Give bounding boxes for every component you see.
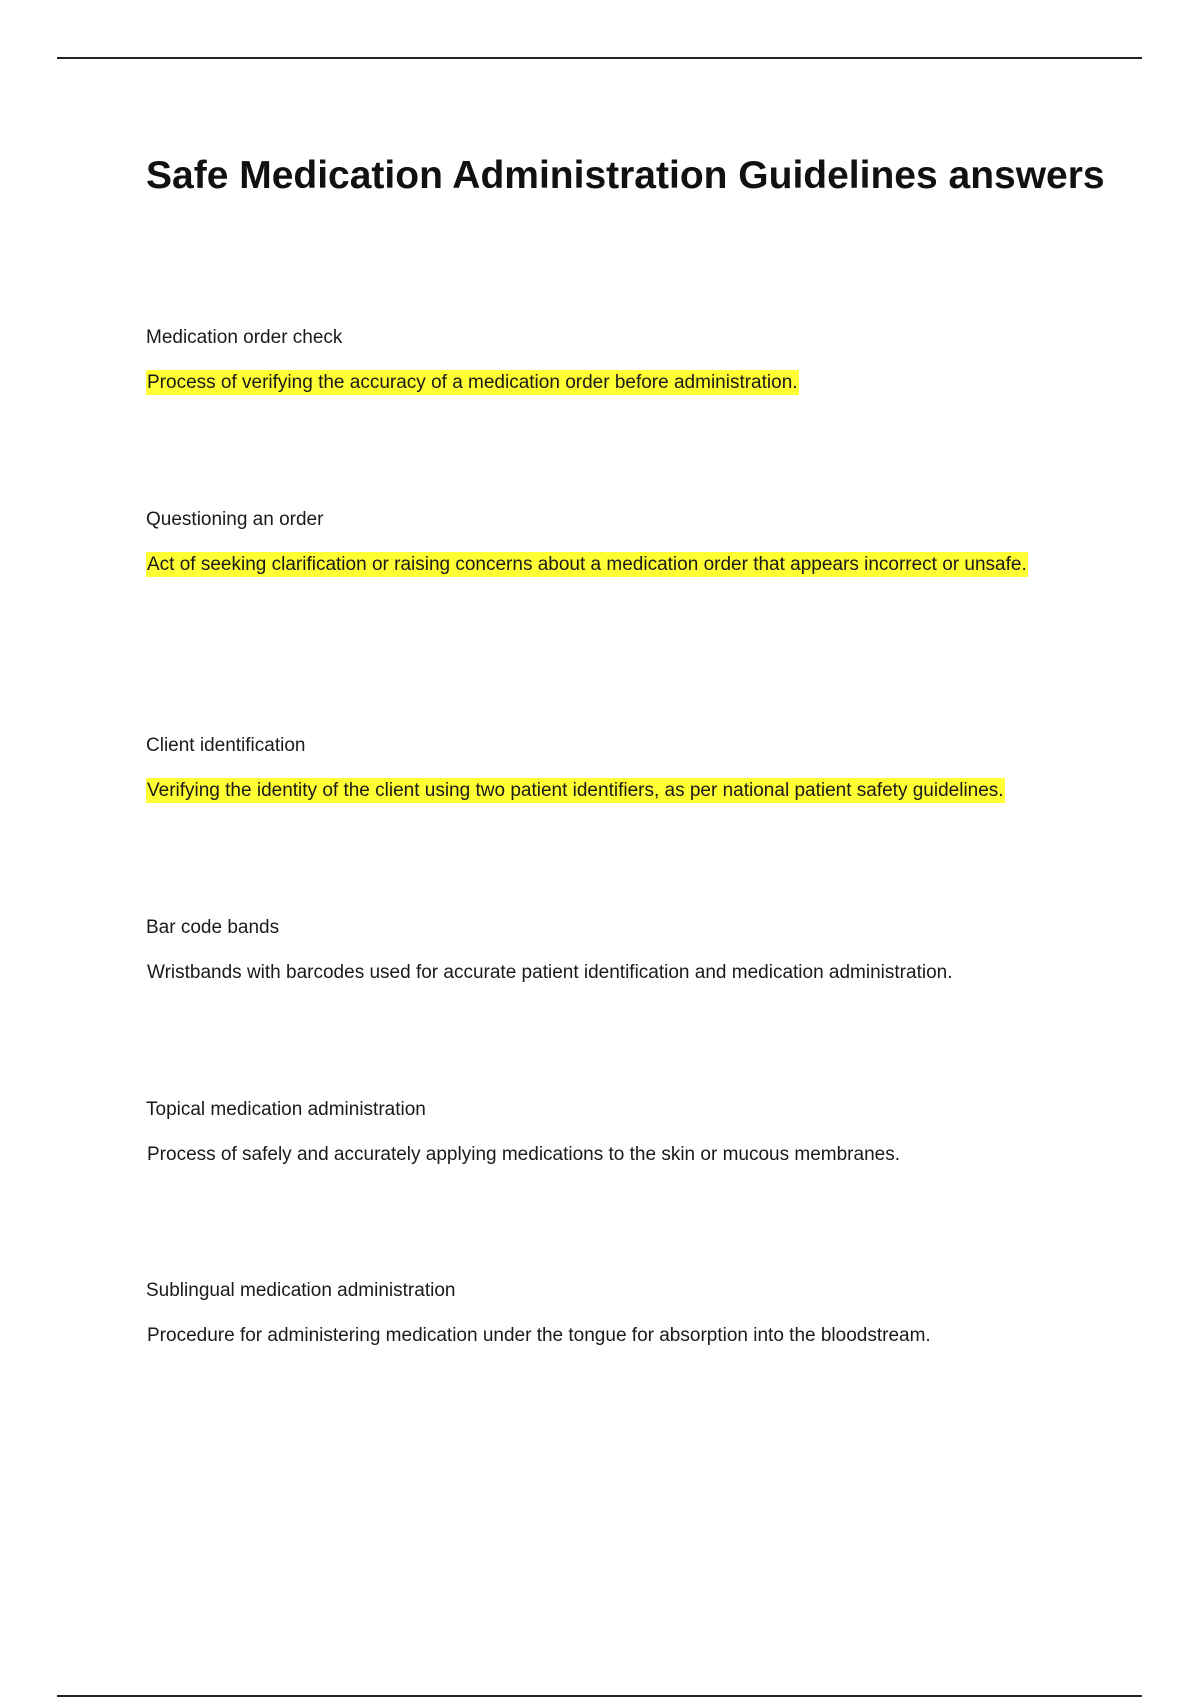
term-label: Medication order check	[146, 327, 343, 348]
answer-text: Wristbands with barcodes used for accurate patient identification and medication administration.	[147, 962, 953, 983]
definition-text	[146, 1143, 1146, 1167]
highlighted-answer: Act of seeking clarification or raising concerns about a medication order that appears incorrect or unsafe.	[147, 554, 1027, 575]
highlighted-answer: Process of verifying the accuracy of a medication order before administration.	[147, 372, 798, 393]
highlighted-answer: Verifying the identity of the client using two patient identifiers, as per national patient safety guidelines.	[147, 780, 1004, 801]
term-label: Client identification	[146, 735, 306, 756]
definition-text	[146, 371, 1146, 395]
definition-text	[146, 961, 1146, 985]
answer-text: Process of safely and accurately applying medications to the skin or mucous membranes.	[147, 1144, 900, 1165]
top-rule	[57, 57, 1142, 59]
term-label: Topical medication administration	[146, 1099, 426, 1120]
qa-item-medication-order-check	[146, 326, 1146, 395]
qa-item-topical-medication-administration	[146, 1098, 1146, 1167]
term-label: Bar code bands	[146, 917, 280, 938]
definition-text	[146, 779, 1146, 803]
bottom-rule	[57, 1695, 1142, 1697]
definition-text	[146, 553, 1146, 577]
definition-text	[146, 1324, 1146, 1348]
answer-text: Procedure for administering medication under the tongue for absorption into the bloodstream.	[147, 1325, 931, 1346]
qa-item-bar-code-bands	[146, 916, 1146, 985]
term-label: Questioning an order	[146, 509, 324, 530]
qa-item-sublingual-medication-administration	[146, 1279, 1146, 1348]
term-label: Sublingual medication administration	[146, 1280, 456, 1301]
qa-item-questioning-an-order	[146, 508, 1146, 577]
qa-item-client-identification	[146, 734, 1146, 803]
page-title: Safe Medication Administration Guidelines answers	[146, 154, 1105, 197]
